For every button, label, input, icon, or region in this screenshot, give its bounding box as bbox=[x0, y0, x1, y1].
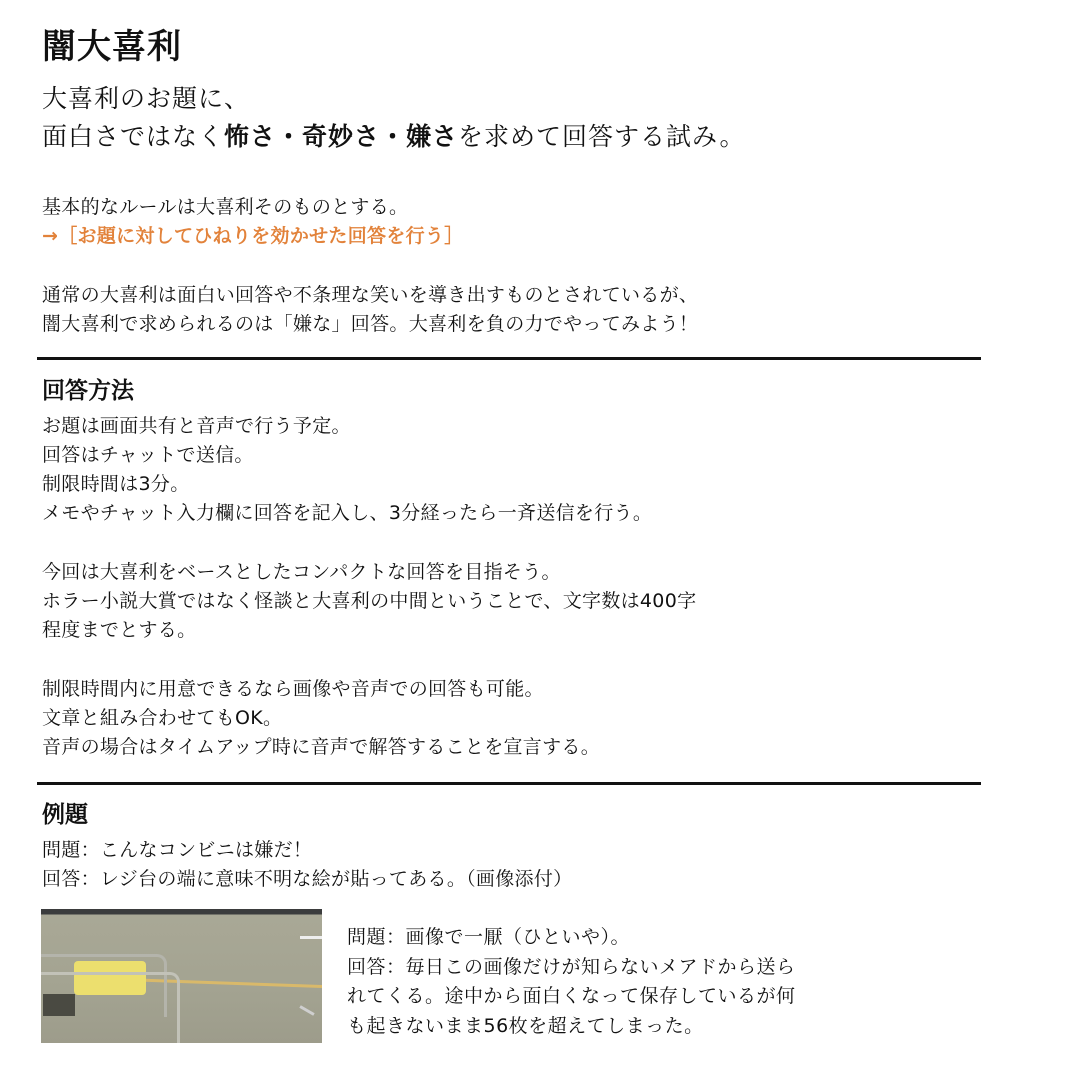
example-photo bbox=[41, 909, 322, 1043]
road-marking bbox=[299, 1005, 314, 1016]
method-line: ホラー小説大賞ではなく怪談と大喜利の中間ということで、文字数は400字 bbox=[42, 590, 697, 612]
example-answer: 回答：レジ台の端に意味不明な絵が貼ってある。（画像添付） bbox=[42, 868, 573, 890]
section-divider bbox=[37, 782, 981, 785]
method-line: 制限時間は3分。 bbox=[42, 473, 190, 495]
section-divider bbox=[37, 357, 981, 360]
method-line: 回答はチャットで送信。 bbox=[42, 444, 254, 466]
answer-method-block-1 bbox=[42, 412, 652, 528]
rules-highlight: →［お題に対してひねりを効かせた回答を行う］ bbox=[42, 225, 464, 247]
section-heading-answer-method: 回答方法 bbox=[42, 378, 134, 404]
lead-prefix: 面白さではなく bbox=[42, 122, 225, 151]
example-question: 問題：画像で一厭（ひといや）。 bbox=[347, 926, 631, 948]
example-answer: れてくる。途中から面白くなって保存しているが何 bbox=[347, 985, 796, 1007]
lead-line-2 bbox=[42, 118, 746, 156]
page-title: 闇大喜利 bbox=[42, 27, 182, 67]
method-line: 今回は大喜利をベースとしたコンパクトな回答を目指そう。 bbox=[42, 561, 561, 583]
rules-line: 基本的なルールは大喜利そのものとする。 bbox=[42, 196, 409, 218]
lead-line-1: 大喜利のお題に、 bbox=[42, 84, 251, 113]
intro-line: 闇大喜利で求められるのは「嫌な」回答。大喜利を負の力でやってみよう！ bbox=[42, 313, 699, 335]
method-line: メモやチャット入力欄に回答を記入し、3分経ったら一斉送信を行う。 bbox=[42, 502, 653, 524]
intro-line: 通常の大喜利は面白い回答や不条理な笑いを導き出すものとされているが、 bbox=[42, 284, 699, 306]
method-line: 制限時間内に用意できるなら画像や音声での回答も可能。 bbox=[42, 678, 544, 700]
example-question: 問題：こんなコンビニは嫌だ！ bbox=[42, 839, 313, 861]
metal-railing bbox=[41, 972, 180, 1043]
example-2 bbox=[347, 923, 796, 1041]
road-marking bbox=[300, 936, 322, 939]
method-line: 程度までとする。 bbox=[42, 619, 197, 641]
method-line: お題は画面共有と音声で行う予定。 bbox=[42, 415, 351, 437]
intro-paragraph bbox=[42, 281, 698, 339]
section-heading-examples: 例題 bbox=[42, 802, 88, 828]
example-1 bbox=[42, 836, 572, 894]
lead-suffix: を求めて回答する試み。 bbox=[458, 122, 746, 151]
method-line: 音声の場合はタイムアップ時に音声で解答することを宣言する。 bbox=[42, 736, 600, 758]
answer-method-block-3 bbox=[42, 675, 600, 762]
rules-paragraph bbox=[42, 193, 464, 251]
method-line: 文章と組み合わせてもOK。 bbox=[42, 707, 283, 729]
lead-text bbox=[42, 80, 746, 156]
example-answer: も起きないまま56枚を超えてしまった。 bbox=[347, 1014, 704, 1037]
lead-emphasis: 怖さ・奇妙さ・嫌さ bbox=[224, 122, 459, 151]
answer-method-block-2 bbox=[42, 558, 696, 645]
example-answer: 回答：毎日この画像だけが知らないメアドから送ら bbox=[347, 955, 796, 978]
